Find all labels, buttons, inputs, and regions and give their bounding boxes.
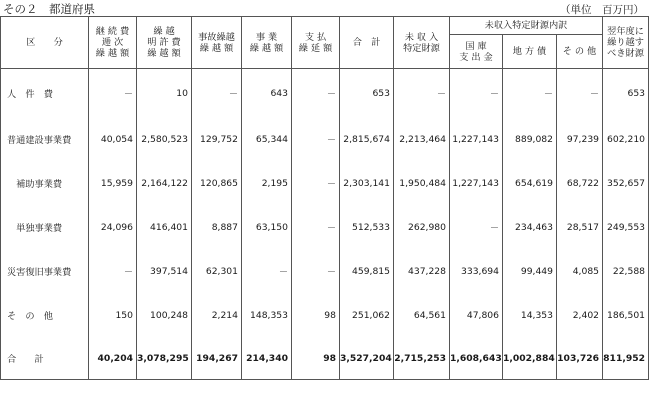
table-row <box>1 69 649 118</box>
cell: － <box>292 161 340 205</box>
cell: 15,959 <box>89 161 137 205</box>
cell: 3,527,204 <box>340 337 394 380</box>
header-total: 合 計 <box>340 17 394 69</box>
cell: 2,195 <box>242 161 292 205</box>
row-label: 普通建設事業費 <box>1 117 89 161</box>
cell: 416,401 <box>137 205 192 249</box>
cell: 99,449 <box>503 249 557 293</box>
cell: 103,726 <box>557 337 603 380</box>
page-title: その２ 都道府県 <box>3 2 95 16</box>
cell: － <box>503 69 557 118</box>
cell: 811,952 <box>603 337 649 380</box>
cell: 352,657 <box>603 161 649 205</box>
cell: － <box>89 249 137 293</box>
cell: 98 <box>292 337 340 380</box>
cell: 1,227,143 <box>450 117 503 161</box>
cell: 2,214 <box>192 293 242 337</box>
cell: 24,096 <box>89 205 137 249</box>
cell: 150 <box>89 293 137 337</box>
row-label: そ の 他 <box>1 293 89 337</box>
cell: 65,344 <box>242 117 292 161</box>
cell: － <box>292 249 340 293</box>
unit-label: （単位 百万円） <box>560 4 644 16</box>
cell: 97,239 <box>557 117 603 161</box>
row-label: 災害復旧事業費 <box>1 249 89 293</box>
header-breakdown: 未収入特定財源内訳 <box>450 17 603 35</box>
cell: 22,588 <box>603 249 649 293</box>
cell: 1,002,884 <box>503 337 557 380</box>
cell: 643 <box>242 69 292 118</box>
expense-table <box>0 16 649 380</box>
cell: 10 <box>137 69 192 118</box>
cell: 28,517 <box>557 205 603 249</box>
table-row <box>1 205 649 249</box>
row-label: 補助事業費 <box>1 161 89 205</box>
header-project-carryover: 事 業 繰 越 額 <box>242 17 292 69</box>
cell: 2,213,464 <box>394 117 450 161</box>
cell: 2,303,141 <box>340 161 394 205</box>
cell: 1,608,643 <box>450 337 503 380</box>
header-carryover-permit: 繰 越 明 許 費 繰 越 額 <box>137 17 192 69</box>
cell: － <box>89 69 137 118</box>
cell: 2,715,253 <box>394 337 450 380</box>
table-row <box>1 293 649 337</box>
cell: 148,353 <box>242 293 292 337</box>
cell: － <box>450 205 503 249</box>
cell: 653 <box>340 69 394 118</box>
cell: 249,553 <box>603 205 649 249</box>
cell: 2,580,523 <box>137 117 192 161</box>
header-kubun: 区 分 <box>1 17 89 69</box>
cell: 4,085 <box>557 249 603 293</box>
cell: 40,054 <box>89 117 137 161</box>
cell: 68,722 <box>557 161 603 205</box>
cell: 397,514 <box>137 249 192 293</box>
cell: － <box>292 205 340 249</box>
header-other: そ の 他 <box>557 35 603 69</box>
cell: － <box>292 69 340 118</box>
cell: 653 <box>603 69 649 118</box>
cell: 437,228 <box>394 249 450 293</box>
cell: － <box>192 69 242 118</box>
header-unreceived-revenue: 未 収 入 特定財源 <box>394 17 450 69</box>
cell: 194,267 <box>192 337 242 380</box>
cell: － <box>242 249 292 293</box>
cell: － <box>292 117 340 161</box>
cell: 2,402 <box>557 293 603 337</box>
cell: 512,533 <box>340 205 394 249</box>
table-row-total <box>1 337 649 380</box>
cell: 186,501 <box>603 293 649 337</box>
cell: 8,887 <box>192 205 242 249</box>
cell: 14,353 <box>503 293 557 337</box>
cell: 120,865 <box>192 161 242 205</box>
row-label: 人 件 費 <box>1 69 89 118</box>
cell: 459,815 <box>340 249 394 293</box>
cell: － <box>394 69 450 118</box>
cell: 602,210 <box>603 117 649 161</box>
cell: 333,694 <box>450 249 503 293</box>
row-label: 合 計 <box>1 337 89 380</box>
row-label: 単独事業費 <box>1 205 89 249</box>
cell: 2,815,674 <box>340 117 394 161</box>
header-payment-deferral: 支 払 繰 延 額 <box>292 17 340 69</box>
cell: － <box>450 69 503 118</box>
header-accident-carryover: 事故繰越 繰 越 額 <box>192 17 242 69</box>
cell: 234,463 <box>503 205 557 249</box>
cell: 64,561 <box>394 293 450 337</box>
cell: 251,062 <box>340 293 394 337</box>
cell: 100,248 <box>137 293 192 337</box>
table-row <box>1 249 649 293</box>
cell: － <box>557 69 603 118</box>
header-continued-expense: 継 続 費 逓 次 繰 越 額 <box>89 17 137 69</box>
header-local-bond: 地 方 債 <box>503 35 557 69</box>
cell: 214,340 <box>242 337 292 380</box>
table-row <box>1 117 649 161</box>
cell: 654,619 <box>503 161 557 205</box>
cell: 40,204 <box>89 337 137 380</box>
cell: 62,301 <box>192 249 242 293</box>
cell: 262,980 <box>394 205 450 249</box>
cell: 47,806 <box>450 293 503 337</box>
cell: 63,150 <box>242 205 292 249</box>
header-next-year-revenue: 翌年度に 繰り越す べき財源 <box>603 17 649 69</box>
header-national-subsidy: 国 庫 支 出 金 <box>450 35 503 69</box>
cell: 3,078,295 <box>137 337 192 380</box>
cell: 1,950,484 <box>394 161 450 205</box>
cell: 129,752 <box>192 117 242 161</box>
cell: 1,227,143 <box>450 161 503 205</box>
cell: 2,164,122 <box>137 161 192 205</box>
table-row <box>1 161 649 205</box>
cell: 889,082 <box>503 117 557 161</box>
cell: 98 <box>292 293 340 337</box>
